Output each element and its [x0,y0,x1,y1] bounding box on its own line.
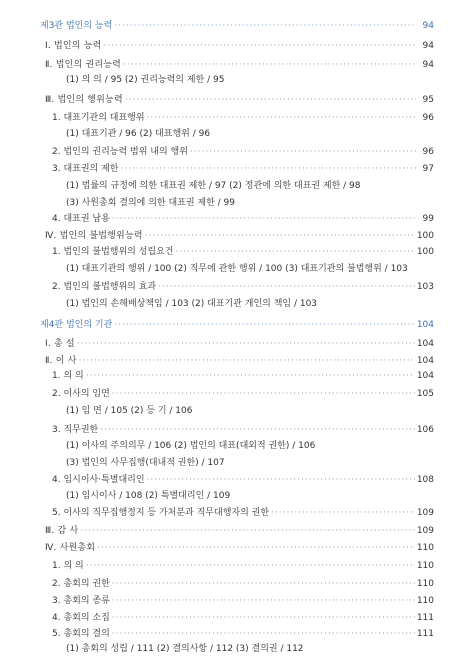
toc-page-number: 104 [416,371,434,381]
toc-subsection-entry [52,627,434,641]
toc-item-line [66,489,432,503]
dot-leader [97,541,415,555]
toc-entry-title: 5. 총회의 결의 [52,629,110,639]
toc-page-number: 95 [422,95,434,105]
toc-page-number: 100 [416,231,434,241]
toc-page-number: 97 [422,164,434,174]
toc-entry-title: (3) 법인의 사무집행(대내적 권한) / 107 [66,458,225,468]
toc-entry-title: Ⅳ. 사원총회 [45,543,96,553]
toc-subsection-entry [52,280,434,294]
toc-subsection-entry [52,212,434,226]
toc-subsection-entry [52,387,434,401]
toc-page-number: 96 [422,113,434,123]
toc-entry-title: (1) 총회의 성립 / 111 (2) 결의사항 / 112 (3) 결의권 / 112 [66,644,304,654]
toc-section-entry [45,93,434,107]
toc-chapter-heading [40,318,434,332]
toc-entry-title: Ⅱ. 법인의 권리능력 [45,60,122,70]
toc-entry-title: (1) 대표기관의 행위 / 100 (2) 직무에 관한 행위 / 100 (3) 대표기관의 불법행위 / 103 [66,264,408,274]
dot-leader [190,145,416,159]
toc-entry-title: 제3관 법인의 능력 [40,21,113,31]
toc-item-line [66,196,432,210]
dot-leader [100,423,415,437]
toc-page-number: 108 [416,475,434,485]
dot-leader [104,39,416,53]
toc-page-number: 110 [416,561,434,571]
toc-page-number: 94 [422,41,434,51]
toc-entry-title: Ⅳ. 법인의 불법행위능력 [45,231,143,241]
toc-entry-title: Ⅱ. 이 사 [45,356,77,366]
toc-entry-title: 1. 대표기관의 대표행위 [52,113,145,123]
toc-page-number: 104 [416,320,434,330]
toc-item-line [66,127,432,141]
toc-page-number: 103 [416,282,434,292]
toc-item-line [66,297,432,311]
toc-entry-title: (1) 의 의 / 95 (2) 권리능력의 제한 / 95 [66,75,225,85]
toc-entry-title: (1) 대표기관 / 96 (2) 대표행위 / 96 [66,129,211,139]
dot-leader [271,506,415,520]
toc-entry-title: Ⅲ. 법인의 행위능력 [45,95,123,105]
dot-leader [112,594,415,608]
toc-entry-title: 1. 의 의 [52,561,84,571]
toc-subsection-entry [52,162,434,176]
toc-page-number: 109 [416,526,434,536]
toc-entry-title: 2. 이사의 임면 [52,389,110,399]
toc-entry-title: (3) 사원총회 결의에 의한 대표권 제한 / 99 [66,198,235,208]
dot-leader [123,58,416,72]
toc-entry-title: 4. 총회의 소집 [52,613,110,623]
toc-entry-title: (1) 이사의 주의의무 / 106 (2) 법인의 대표(대외적 권한) / 106 [66,441,316,451]
toc-entry-title: 3. 총회의 종류 [52,596,110,606]
dot-leader [114,318,415,332]
toc-page-number: 94 [422,60,434,70]
toc-subsection-entry [52,559,434,573]
toc-chapter-heading [40,19,434,33]
toc-section-entry [45,524,434,538]
toc-page-number: 106 [416,425,434,435]
toc-page-number: 100 [416,247,434,257]
toc-item-line [66,642,432,656]
toc-page-number: 99 [422,214,434,224]
dot-leader [158,280,415,294]
toc-page-number: 104 [416,356,434,366]
dot-leader [77,337,415,351]
toc-subsection-entry [52,111,434,125]
toc-page-number: 111 [416,613,434,623]
toc-entry-title: 3. 대표권의 제한 [52,164,119,174]
toc-entry-title: 5. 이사의 직무집행정지 등 가처분과 직무대행자의 권한 [52,508,270,518]
dot-leader [86,559,415,573]
toc-section-entry [45,58,434,72]
toc-item-line [66,73,432,87]
toc-subsection-entry [52,369,434,383]
toc-entry-title: 2. 법인의 불법행위의 효과 [52,282,157,292]
toc-page-number: 110 [416,596,434,606]
toc-entry-title: 1. 의 의 [52,371,84,381]
toc-page-number: 104 [416,339,434,349]
toc-entry-title: (1) 법률의 규정에 의한 대표권 제한 / 97 (2) 정관에 의한 대표권 제한 / 98 [66,181,361,191]
dot-leader [114,19,416,33]
toc-entry-title: 제4관 법인의 기관 [40,320,113,330]
toc-page-number: 111 [416,629,434,639]
toc-entry-title: 4. 대표권 남용 [52,214,110,224]
dot-leader [112,212,416,226]
toc-entry-title: 2. 총회의 권한 [52,579,110,589]
toc-entry-title: (1) 임시이사 / 108 (2) 특별대리인 / 109 [66,491,231,501]
toc-item-line [66,262,432,276]
toc-subsection-entry [52,594,434,608]
toc-page-number: 109 [416,508,434,518]
dot-leader [80,524,414,538]
toc-section-entry [45,337,434,351]
toc-entry-title: 1. 법인의 불법행위의 성립요건 [52,247,174,257]
toc-subsection-entry [52,473,434,487]
toc-subsection-entry [52,577,434,591]
dot-leader [86,369,415,383]
dot-leader [112,577,415,591]
toc-item-line [66,456,432,470]
dot-leader [176,245,415,259]
dot-leader [120,162,416,176]
dot-leader [125,93,416,107]
toc-subsection-entry [52,145,434,159]
toc-section-entry [45,541,434,555]
dot-leader [79,354,415,368]
toc-item-line [66,439,432,453]
toc-entry-title: (1) 법인의 손해배상책임 / 103 (2) 대표기관 개인의 책임 / 103 [66,299,318,309]
toc-page-number: 105 [416,389,434,399]
toc-entry-title: 4. 임시이사·특별대리인 [52,475,145,485]
dot-leader [112,387,415,401]
dot-leader [112,611,415,625]
dot-leader [147,473,415,487]
toc-subsection-entry [52,506,434,520]
toc-item-line [66,404,432,418]
toc-entry-title: Ⅲ. 감 사 [45,526,79,536]
toc-page-number: 94 [422,21,434,31]
toc-section-entry [45,354,434,368]
toc-entry-title: Ⅰ. 법인의 능력 [45,41,102,51]
toc-subsection-entry [52,423,434,437]
dot-leader [145,229,415,243]
toc-entry-title: 3. 직무권한 [52,425,99,435]
toc-page-number: 96 [422,147,434,157]
toc-entry-title: Ⅰ. 총 설 [45,339,75,349]
toc-entry-title: 2. 법인의 권리능력 범위 내의 행위 [52,147,188,157]
dot-leader [112,627,415,641]
toc-page-number: 110 [416,543,434,553]
toc-section-entry [45,39,434,53]
toc-subsection-entry [52,611,434,625]
toc-item-line [66,179,432,193]
toc-subsection-entry [52,245,434,259]
toc-section-entry [45,229,434,243]
toc-entry-title: (1) 임 면 / 105 (2) 등 기 / 106 [66,406,193,416]
toc-page-number: 110 [416,579,434,589]
dot-leader [147,111,416,125]
